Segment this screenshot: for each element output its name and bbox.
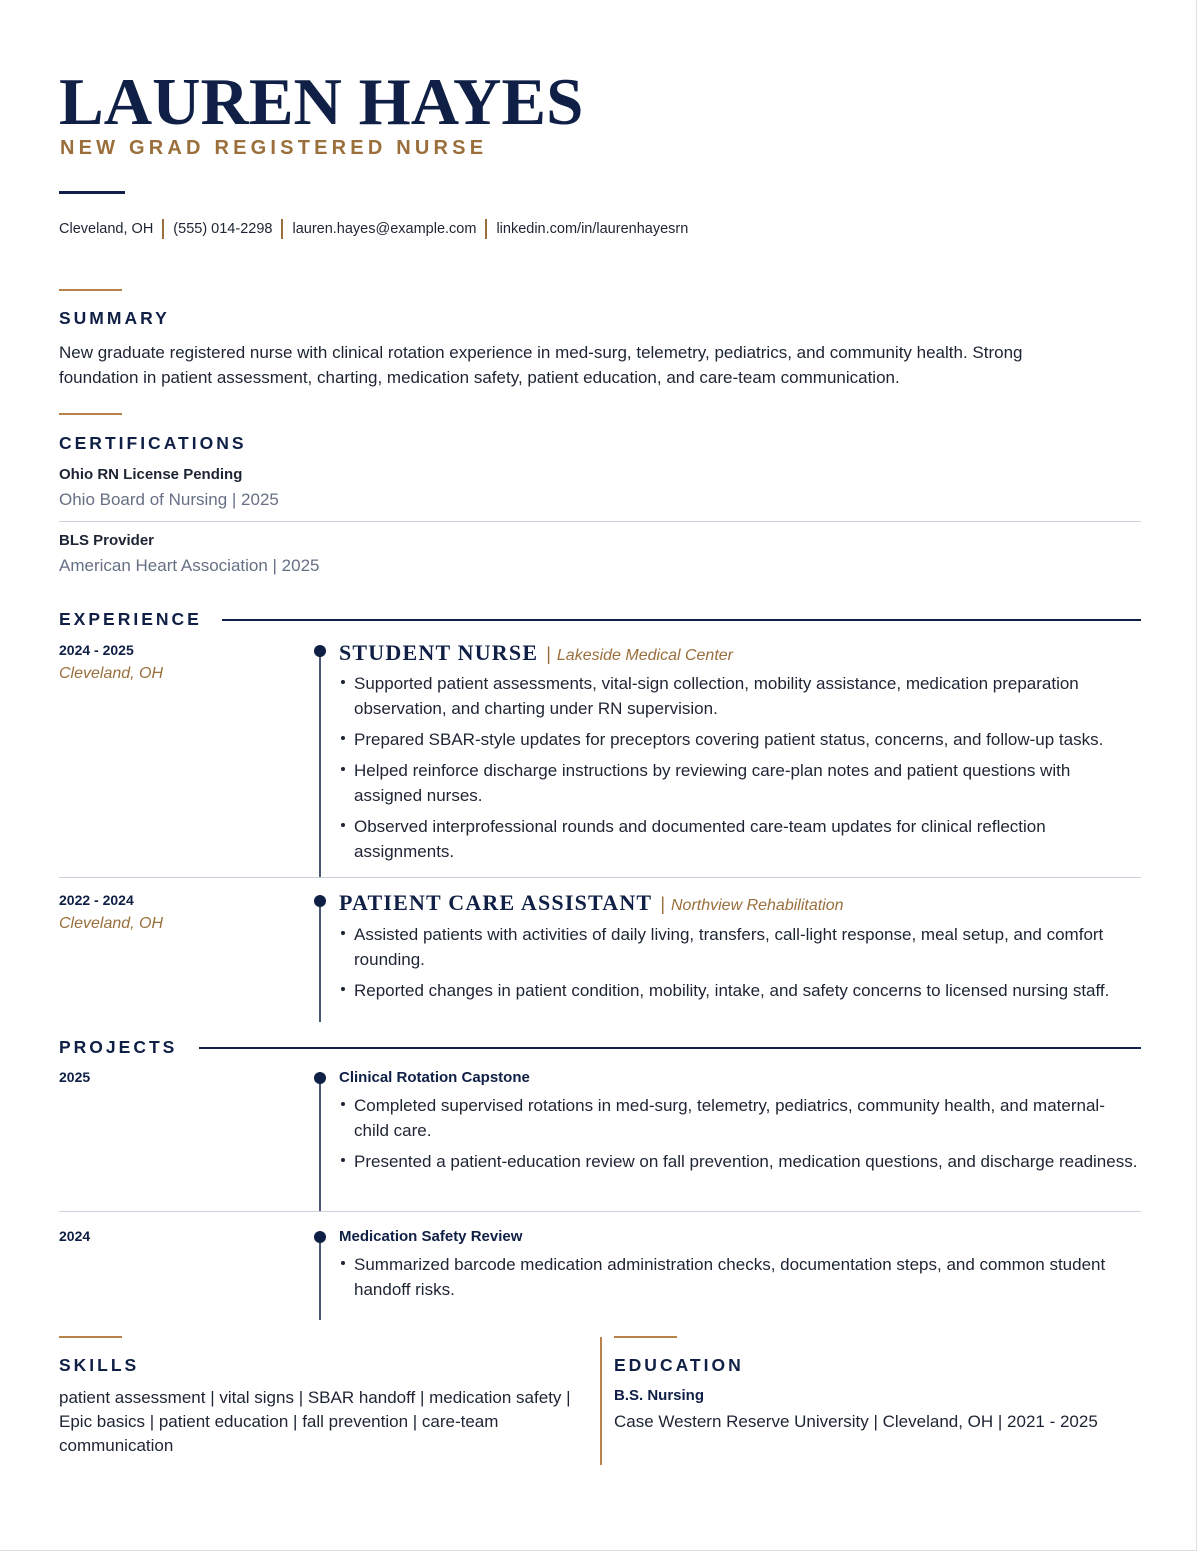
timeline-line xyxy=(319,1236,321,1320)
summary-text: New graduate registered nurse with clinical rotation experience in med-surg, telemetry, pediatrics, and community health. Strong foundation in patient assessment, charting, medication safety, patient education, and care-team communication. xyxy=(59,343,1023,387)
contact-email[interactable]: lauren.hayes@example.com xyxy=(292,221,477,237)
summary-accent-rule xyxy=(59,289,122,291)
contact-separator xyxy=(281,219,283,239)
timeline-dot xyxy=(314,645,326,657)
job-heading xyxy=(339,890,844,916)
cert-name: BLS Provider xyxy=(59,532,155,549)
timeline-line xyxy=(319,1077,321,1211)
bullet-item: Helped reinforce discharge instructions by reviewing care-plan notes and patient questions with assigned nurses. xyxy=(339,758,1139,808)
column-divider xyxy=(600,1337,602,1465)
job-dates: 2024 - 2025 xyxy=(59,642,134,658)
job-organization: Lakeside Medical Center xyxy=(556,647,733,664)
job-location: Cleveland, OH xyxy=(59,915,164,932)
experience-heading: EXPERIENCE xyxy=(59,609,202,629)
timeline-dot xyxy=(314,895,326,907)
job-dates: 2022 - 2024 xyxy=(59,892,134,908)
contact-separator xyxy=(162,219,164,239)
project-title: Medication Safety Review xyxy=(339,1228,523,1245)
bullet-item: Summarized barcode medication administration checks, documentation steps, and common student handoff risks. xyxy=(339,1252,1139,1302)
job-title: PATIENT CARE ASSISTANT xyxy=(339,890,653,915)
skills-heading: SKILLS xyxy=(59,1355,140,1375)
skills-list: patient assessment | vital signs | SBAR handoff | medication safety | Epic basics | patient education | fall prevention | care-team communication xyxy=(59,1388,571,1455)
project-divider xyxy=(59,1211,1141,1212)
project-year: 2025 xyxy=(59,1069,91,1085)
job-bullets xyxy=(339,922,1139,1009)
candidate-role: NEW GRAD REGISTERED NURSE xyxy=(60,137,488,159)
project-bullets xyxy=(339,1252,1139,1308)
project-title: Clinical Rotation Capstone xyxy=(339,1069,530,1086)
contact-line xyxy=(59,219,688,239)
contact-phone: (555) 014-2298 xyxy=(173,221,273,237)
bullet-item: Prepared SBAR-style updates for preceptors covering patient status, concerns, and follow-up tasks. xyxy=(339,727,1139,752)
title-separator: | xyxy=(660,894,665,914)
education-degree: B.S. Nursing xyxy=(614,1387,705,1404)
projects-heading-rule xyxy=(199,1047,1141,1049)
job-title: STUDENT NURSE xyxy=(339,640,539,665)
bullet-item: Observed interprofessional rounds and documented care-team updates for clinical reflection assignments. xyxy=(339,814,1139,864)
bullet-item: Reported changes in patient condition, mobility, intake, and safety concerns to licensed nursing staff. xyxy=(339,978,1139,1003)
cert-divider xyxy=(59,521,1141,522)
bullet-item: Presented a patient-education review on fall prevention, medication questions, and discharge readiness. xyxy=(339,1149,1139,1174)
summary-heading: SUMMARY xyxy=(59,308,170,328)
header-rule xyxy=(59,191,125,194)
education-heading: EDUCATION xyxy=(614,1355,744,1375)
certifications-accent-rule xyxy=(59,413,122,415)
bullet-item: Assisted patients with activities of daily living, transfers, call-light response, meal setup, and comfort rounding. xyxy=(339,922,1139,972)
title-separator: | xyxy=(546,644,551,664)
job-location: Cleveland, OH xyxy=(59,665,164,682)
contact-linkedin[interactable]: linkedin.com/in/laurenhayesrn xyxy=(496,221,689,237)
bullet-item: Completed supervised rotations in med-surg, telemetry, pediatrics, community health, and maternal-child care. xyxy=(339,1093,1139,1143)
bullet-item: Supported patient assessments, vital-sign collection, mobility assistance, medication preparation observation, and charting under RN supervision. xyxy=(339,671,1139,721)
project-year: 2024 xyxy=(59,1228,91,1244)
timeline-dot xyxy=(314,1231,326,1243)
project-bullets xyxy=(339,1093,1139,1180)
projects-heading: PROJECTS xyxy=(59,1037,178,1057)
timeline-line xyxy=(319,900,321,1022)
job-divider xyxy=(59,877,1141,878)
cert-name: Ohio RN License Pending xyxy=(59,466,243,483)
cert-meta: American Heart Association | 2025 xyxy=(59,556,320,575)
contact-location: Cleveland, OH xyxy=(59,221,154,237)
job-bullets xyxy=(339,671,1139,870)
certifications-heading: CERTIFICATIONS xyxy=(59,433,247,453)
education-accent-rule xyxy=(614,1336,677,1338)
timeline-dot xyxy=(314,1072,326,1084)
contact-separator xyxy=(485,219,487,239)
timeline-line xyxy=(319,650,321,878)
education-meta: Case Western Reserve University | Cleveland, OH | 2021 - 2025 xyxy=(614,1412,1098,1431)
candidate-name: LAUREN HAYES xyxy=(59,65,584,139)
experience-heading-rule xyxy=(222,619,1141,621)
skills-accent-rule xyxy=(59,1336,122,1338)
job-heading xyxy=(339,640,733,666)
cert-meta: Ohio Board of Nursing | 2025 xyxy=(59,490,279,509)
job-organization: Northview Rehabilitation xyxy=(671,897,844,914)
